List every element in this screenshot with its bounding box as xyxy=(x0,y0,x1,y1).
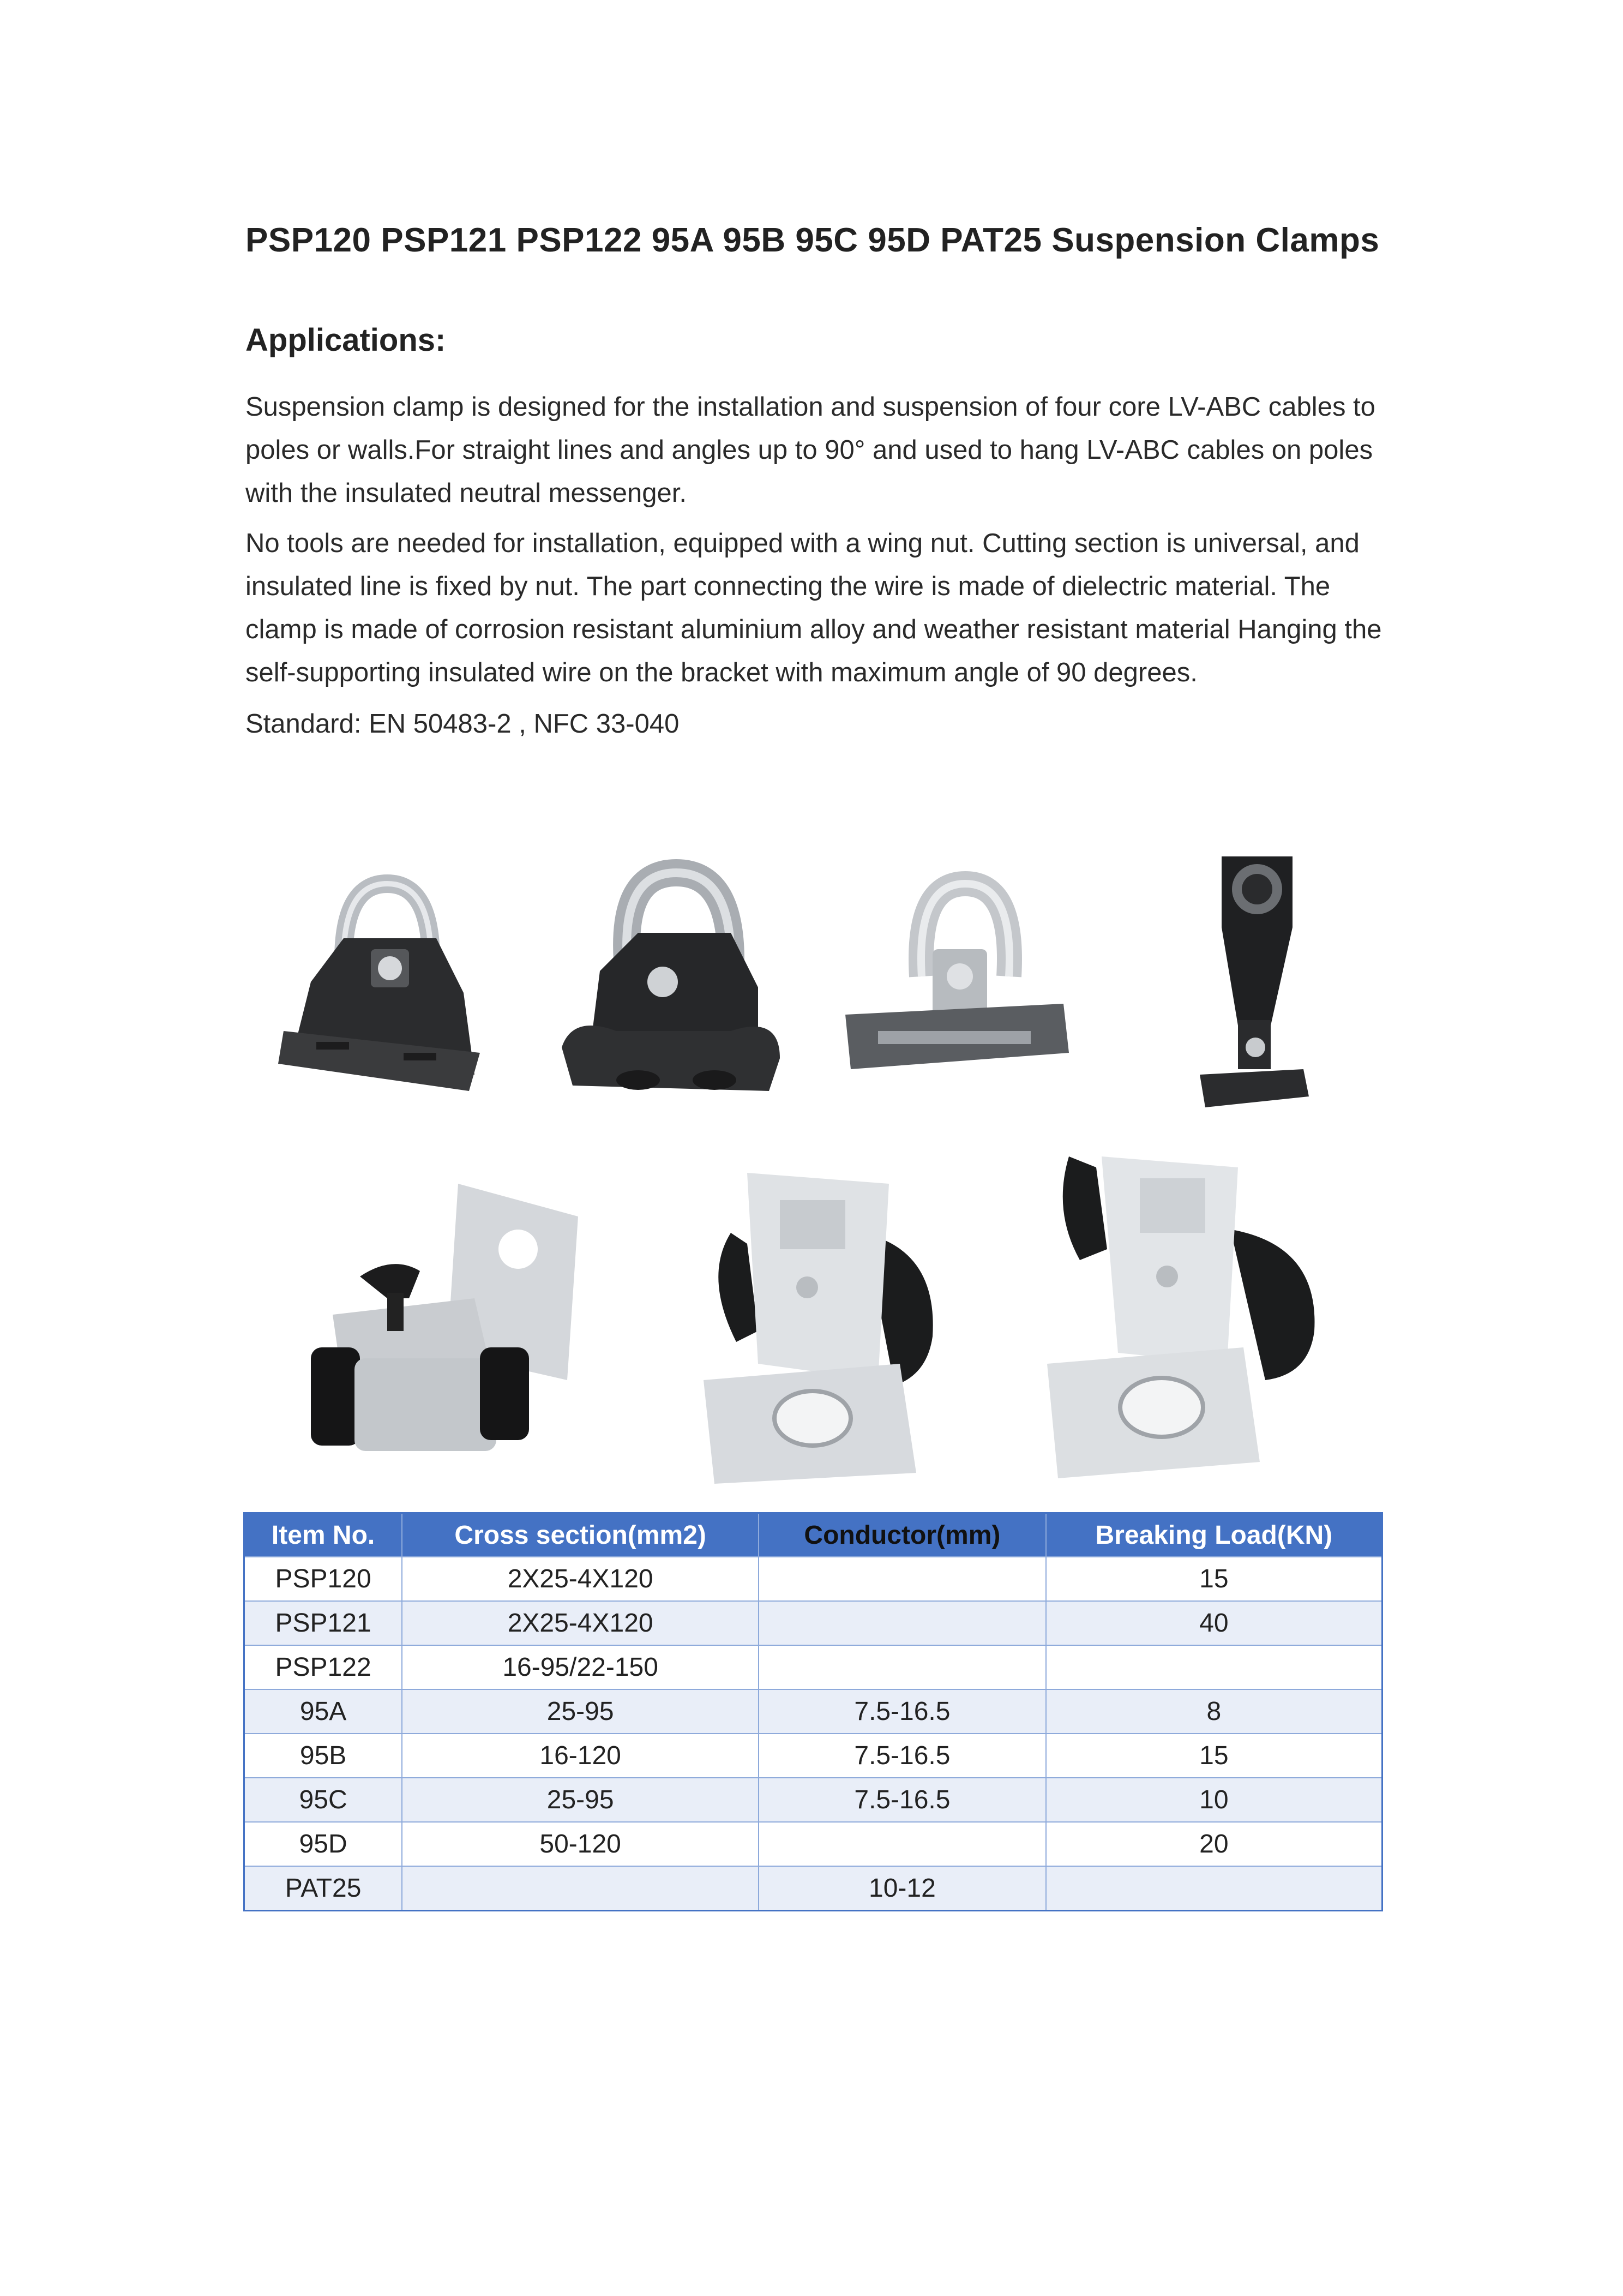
cell-cross-section: 16-95/22-150 xyxy=(402,1645,759,1689)
product-photo-95a xyxy=(1167,846,1331,1118)
cell-item-no: 95A xyxy=(244,1689,402,1734)
page-title: PSP120 PSP121 PSP122 95A 95B 95C 95D PAT25 Suspension Clamps xyxy=(245,221,1380,259)
cell-conductor xyxy=(759,1822,1046,1866)
header-breaking-load: Breaking Load(KN) xyxy=(1046,1513,1382,1557)
cell-conductor xyxy=(759,1645,1046,1689)
paragraph-description: Suspension clamp is designed for the installation and suspension of four core LV-ABC cables to poles or walls.For straight lines and angles up to 90° and used to hang LV-ABC cables on poles with the insulated neutral messenger. xyxy=(245,392,1375,508)
cell-item-no: PSP122 xyxy=(244,1645,402,1689)
cell-breaking-load: 15 xyxy=(1046,1734,1382,1778)
cell-conductor: 10-12 xyxy=(759,1866,1046,1911)
table-row xyxy=(244,1822,1382,1866)
cell-item-no: PSP121 xyxy=(244,1601,402,1645)
cell-breaking-load: 10 xyxy=(1046,1778,1382,1822)
cell-conductor: 7.5-16.5 xyxy=(759,1778,1046,1822)
product-photo-psp122 xyxy=(834,867,1074,1086)
cell-breaking-load xyxy=(1046,1645,1382,1689)
cell-breaking-load: 40 xyxy=(1046,1601,1382,1645)
cell-cross-section xyxy=(402,1866,759,1911)
header-item-no: Item No. xyxy=(244,1513,402,1557)
cell-cross-section: 50-120 xyxy=(402,1822,759,1866)
table-row xyxy=(244,1557,1382,1601)
paragraph-installation: No tools are needed for installation, equipped with a wing nut. Cutting section is universal, and insulated line is fixed by nut. The part connecting the wire is made of dielectric material. The clamp is made of corrosion resistant aluminium alloy and weather resistant material Hanging the self-supporting insulated wire on the bracket with maximum angle of 90 degrees. xyxy=(245,529,1382,687)
cell-cross-section: 25-95 xyxy=(402,1689,759,1734)
cell-cross-section: 16-120 xyxy=(402,1734,759,1778)
header-conductor: Conductor(mm) xyxy=(759,1513,1046,1557)
cell-cross-section: 2X25-4X120 xyxy=(402,1557,759,1601)
cell-cross-section: 25-95 xyxy=(402,1778,759,1822)
cell-item-no: 95B xyxy=(244,1734,402,1778)
applications-heading: Applications: xyxy=(245,322,446,358)
product-photo-psp120 xyxy=(262,867,496,1107)
table-row xyxy=(244,1645,1382,1689)
cell-item-no: 95C xyxy=(244,1778,402,1822)
product-photo-95d xyxy=(1036,1146,1342,1484)
product-photo-95b xyxy=(294,1173,589,1484)
cell-item-no: PAT25 xyxy=(244,1866,402,1911)
cell-item-no: 95D xyxy=(244,1822,402,1866)
product-photo-psp121 xyxy=(551,851,791,1113)
cell-conductor xyxy=(759,1557,1046,1601)
table-row xyxy=(244,1734,1382,1778)
cell-conductor: 7.5-16.5 xyxy=(759,1689,1046,1734)
spec-table xyxy=(243,1512,1383,1911)
cell-breaking-load: 20 xyxy=(1046,1822,1382,1866)
table-row xyxy=(244,1866,1382,1911)
cell-item-no: PSP120 xyxy=(244,1557,402,1601)
table-header-row xyxy=(244,1513,1382,1557)
cell-conductor xyxy=(759,1601,1046,1645)
table-row xyxy=(244,1689,1382,1734)
cell-breaking-load xyxy=(1046,1866,1382,1911)
table-row xyxy=(244,1601,1382,1645)
cell-breaking-load: 15 xyxy=(1046,1557,1382,1601)
product-photo-95c xyxy=(682,1167,976,1489)
cell-conductor: 7.5-16.5 xyxy=(759,1734,1046,1778)
cell-breaking-load: 8 xyxy=(1046,1689,1382,1734)
cell-cross-section: 2X25-4X120 xyxy=(402,1601,759,1645)
table-row xyxy=(244,1778,1382,1822)
header-cross-section: Cross section(mm2) xyxy=(402,1513,759,1557)
paragraph-standard: Standard: EN 50483-2 , NFC 33-040 xyxy=(245,709,680,739)
